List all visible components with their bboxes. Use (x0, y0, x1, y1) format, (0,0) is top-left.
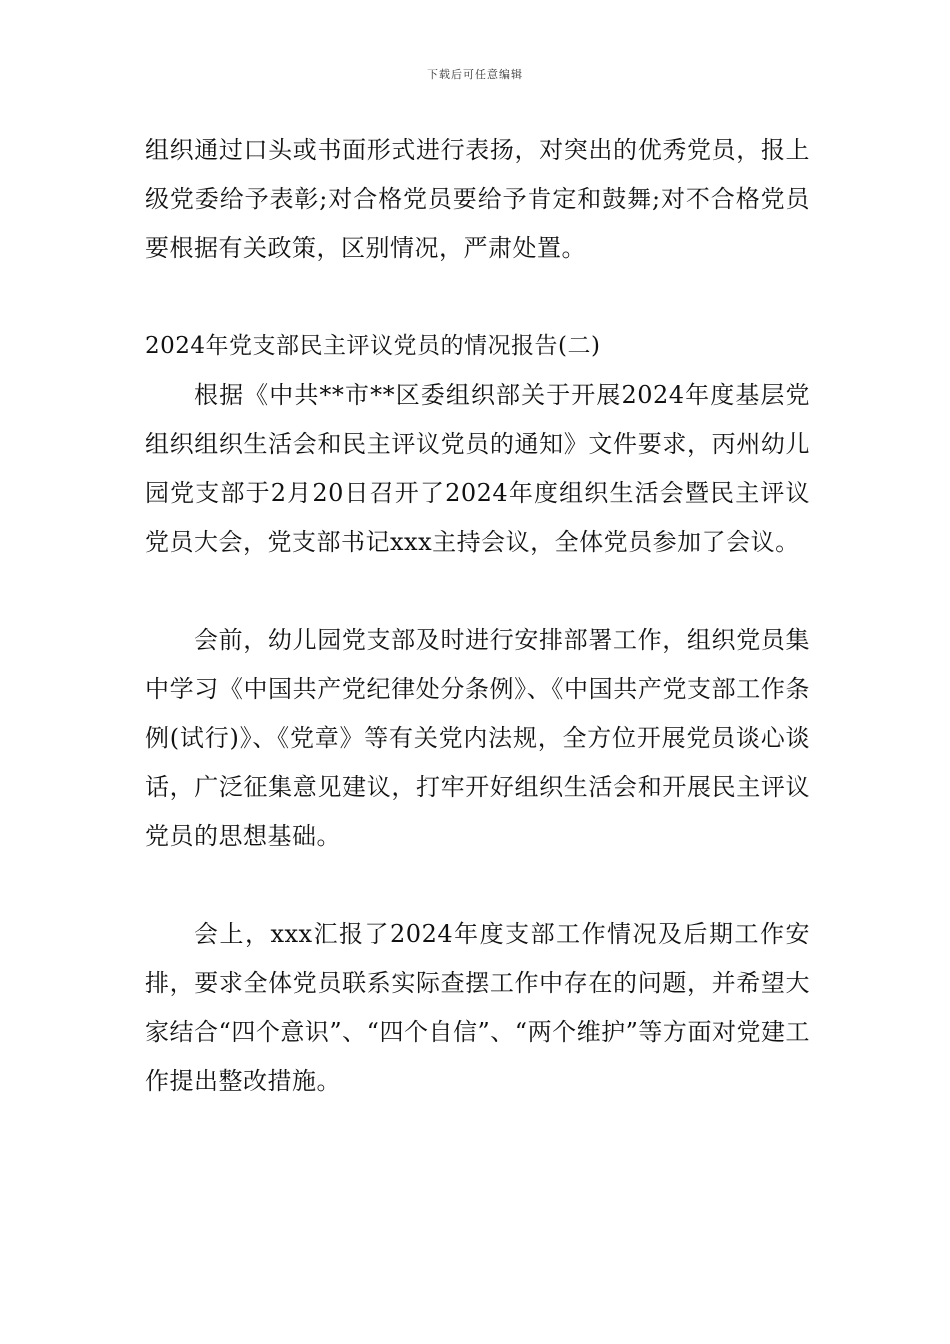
body-paragraph-3: 会上，xxx汇报了2024年度支部工作情况及后期工作安排，要求全体党员联系实际查摆工作中存在的问题，并希望大家结合“四个意识”、“四个自信”、“两个维护”等方面对党建工作提出整改措施。 (145, 920, 810, 1095)
paragraph-spacer (145, 273, 810, 322)
body-paragraph-1: 根据《中共**市**区委组织部关于开展2024年度基层党组织组织生活会和民主评议党员的通知》文件要求，丙州幼儿园党支部于2月20日召开了2024年度组织生活会暨民主评议党员大会，党支部书记xxx主持会议，全体党员参加了会议。 (145, 381, 810, 556)
document-body (145, 126, 810, 1106)
paragraph-spacer (145, 861, 810, 910)
paragraph-spacer (145, 567, 810, 616)
section-title: 2024年党支部民主评议党员的情况报告(二) (145, 333, 601, 359)
body-paragraph-2: 会前，幼儿园党支部及时进行安排部署工作，组织党员集中学习《中国共产党纪律处分条例》、《中国共产党支部工作条例(试行)》、《党章》等有关党内法规，全方位开展党员谈心谈话，广泛征集意见建议，打牢开好组织生活会和开展民主评议党员的思想基础。 (145, 626, 810, 850)
intro-paragraph: 组织通过口头或书面形式进行表扬，对突出的优秀党员，报上级党委给予表彰;对合格党员要给予肯定和鼓舞;对不合格党员要根据有关政策，区别情况，严肃处置。 (145, 136, 810, 262)
page-header-note: 下载后可任意编辑 (427, 68, 523, 81)
